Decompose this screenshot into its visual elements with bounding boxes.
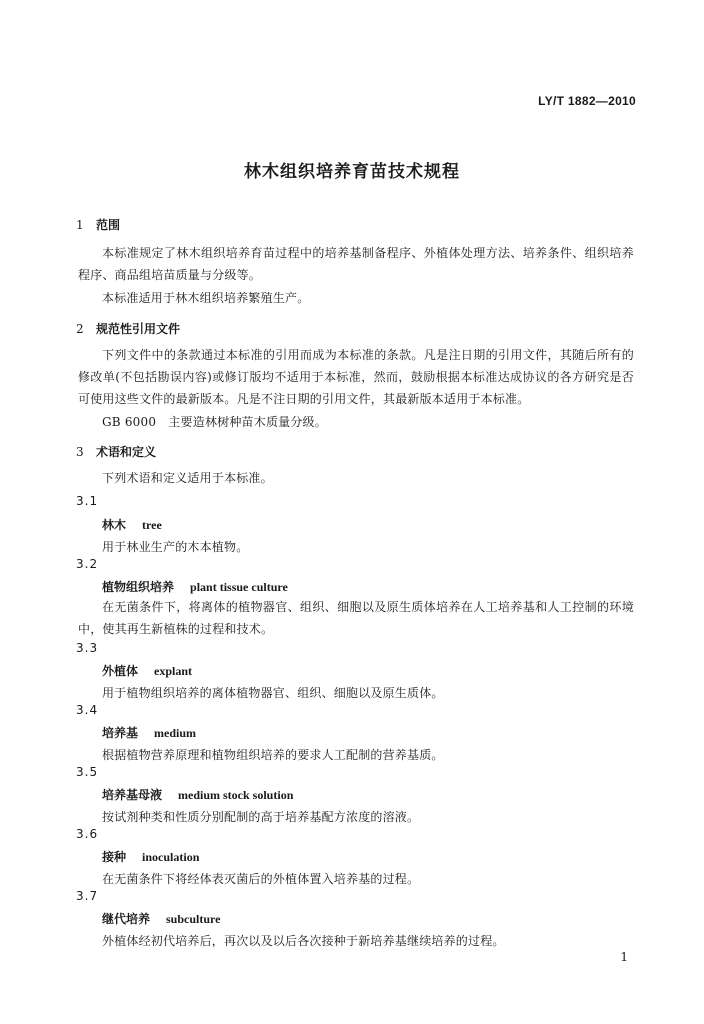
term-number: 3.6 [76,827,99,841]
section-1-paragraph-1: 本标准规定了林木组织培养育苗过程中的培养基制备程序、外植体处理方法、培养条件、组织培养程序、商品组培苗质量与分级等。 [78,246,634,282]
term-zh: 外植体 [102,664,139,678]
term-en: inoculation [142,850,200,864]
section-1-paragraph-2: 本标准适用于林木组织培养繁殖生产。 [102,291,310,305]
term-zh: 林木 [102,518,127,532]
section-3-heading [76,443,156,460]
term-name [102,578,288,595]
term-name [102,848,199,865]
section-title: 规范性引用文件 [96,322,181,336]
section-1-heading [76,216,120,233]
term-zh: 培养基 [102,726,139,740]
section-number: 2 [76,322,84,336]
term-number: 3.5 [76,765,99,779]
term-zh: 继代培养 [102,912,151,926]
term-number: 3.1 [76,494,99,508]
term-number: 3.4 [76,703,99,717]
term-en: explant [154,664,193,678]
term-zh: 接种 [102,850,127,864]
term-en: plant tissue culture [190,580,288,594]
term-zh: 培养基母液 [102,788,163,802]
term-name [102,724,196,741]
term-definition: 用于植物组织培养的离体植物器官、组织、细胞以及原生质体。 [102,686,444,700]
term-number: 3.2 [76,557,99,571]
term-definition: 按试剂种类和性质分别配制的高于培养基配方浓度的溶液。 [102,810,420,824]
term-zh: 植物组织培养 [102,580,175,594]
term-definition: 根据植物营养原理和植物组织培养的要求人工配制的营养基质。 [102,748,444,762]
section-number: 1 [76,218,84,232]
term-en: tree [142,518,162,532]
term-definition: 外植体经初代培养后，再次以及以后各次接种于新培养基继续培养的过程。 [102,934,505,948]
section-2-heading [76,320,180,337]
term-definition: 在无菌条件下，将离体的植物器官、组织、细胞以及原生质体培养在人工培养基和人工控制的环境中，使其再生新植株的过程和技术。 [78,600,634,636]
section-title: 范围 [96,218,121,232]
term-number: 3.7 [76,889,99,903]
term-name [102,516,162,533]
standard-code: LY/T 1882—2010 [538,94,636,108]
section-3-intro: 下列术语和定义适用于本标准。 [102,471,273,485]
term-name [102,662,192,679]
section-title: 术语和定义 [96,445,157,459]
section-number: 3 [76,445,84,459]
term-en: subculture [166,912,221,926]
term-en: medium stock solution [178,788,294,802]
page-number: 1 [620,950,628,964]
term-definition: 用于林业生产的木本植物。 [102,540,249,554]
term-name [102,786,293,803]
section-2-paragraph-1: 下列文件中的条款通过本标准的引用而成为本标准的条款。凡是注日期的引用文件，其随后所有的修改单(不包括勘误内容)或修订版均不适用于本标准，然而，鼓励根据本标准达成协议的各方研究是否可使用这些文件的最新版本。凡是不注日期的引用文件，其最新版本适用于本标准。 [78,348,634,406]
term-en: medium [154,726,197,740]
normative-reference: GB 6000 主要造林树种苗木质量分级。 [102,415,327,429]
document-title: 林木组织培养育苗技术规程 [244,162,460,182]
term-definition: 在无菌条件下将经体表灭菌后的外植体置入培养基的过程。 [102,872,420,886]
term-number: 3.3 [76,641,99,655]
term-name [102,910,220,927]
